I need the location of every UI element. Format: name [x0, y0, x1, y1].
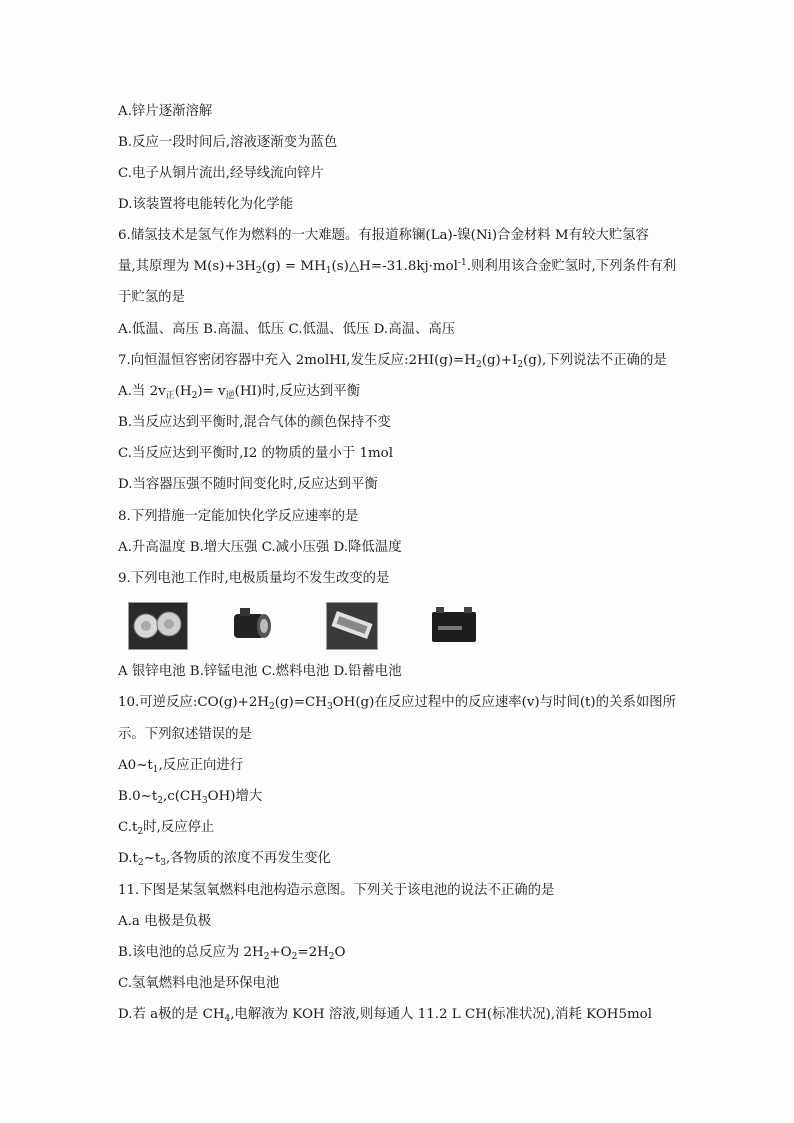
q7-text: 7.向恒温恒容密闭容器中充入 2molHI,发生反应:2HI(g)=H	[118, 353, 476, 368]
q11-option-c: C.氢氧燃料电池是环保电池	[118, 976, 280, 991]
q6-stem-line2	[118, 257, 676, 277]
fuel-cell-photo	[326, 602, 378, 650]
q8-options: A.升高温度 B.增大压强 C.减小压强 D.降低温度	[118, 540, 402, 555]
subscript: 3	[326, 702, 333, 712]
q6-text: .则利用该合金贮氢时,下列条件有利	[466, 259, 677, 274]
q10-text: OH)增大	[207, 789, 263, 804]
q10-text: D.t	[118, 851, 138, 866]
q7-option-a	[118, 382, 360, 402]
q10-text: ,各物质的浓度不再发生变化	[165, 851, 331, 866]
subscript: 2	[517, 360, 523, 370]
q7-stem	[118, 351, 667, 371]
subscript: 1	[325, 266, 332, 276]
q11-text: =2H	[297, 945, 329, 960]
q9-stem: 9.下列电池工作时,电极质量均不发生改变的是	[118, 571, 390, 586]
q10-text: B.0~t	[118, 789, 158, 804]
q7-text: (g)+I	[481, 353, 518, 368]
q10-text: 10.可逆反应:CO(g)+2H	[118, 695, 270, 710]
q10-text: A0~t	[118, 758, 153, 773]
subscript: 1	[152, 765, 159, 775]
q6-text: 量,其原理为 M(s)+3H	[118, 259, 256, 274]
silver-zinc-battery-photo	[128, 602, 188, 650]
subscript: 2	[191, 391, 198, 401]
q5-option-d: D.该装置将电能转化为化学能	[118, 197, 294, 212]
subscript: 3	[201, 796, 208, 806]
q11-text: +O	[269, 945, 292, 960]
q10-text: ,反应正向进行	[158, 758, 244, 773]
q7-text: (HI)时,反应达到平衡	[234, 384, 361, 399]
subscript: 逆	[225, 391, 235, 401]
q10-option-d	[118, 849, 331, 869]
subscript: 2	[263, 952, 270, 962]
q7-option-b: B.当反应达到平衡时,混合气体的颜色保持不变	[118, 415, 391, 430]
q10-option-c	[118, 818, 214, 838]
q9-options: A 银锌电池 B.锌锰电池 C.燃料电池 D.铅蓄电池	[118, 664, 402, 679]
subscript: 2	[475, 360, 482, 370]
q10-text: (g)=CH	[274, 695, 327, 710]
q11-stem: 11.下图是某氢氧燃料电池构造示意图。下列关于该电池的说法不正确的是	[118, 883, 555, 898]
q6-options: A.低温、高压 B.高温、低压 C.低温、低压 D.高温、高压	[118, 322, 456, 337]
q6-text: (s)△H=-31.8kj·mol	[331, 259, 458, 274]
q11-option-d	[118, 1005, 652, 1025]
q5-option-b: B.反应一段时间后,溶液逐渐变为蓝色	[118, 135, 338, 150]
q7-text: )= v	[197, 384, 226, 399]
subscript: 4	[224, 1014, 231, 1024]
q6-text: (g) = MH	[261, 259, 326, 274]
q11-text: O	[334, 945, 346, 960]
subscript: 2	[328, 952, 335, 962]
subscript: 正	[165, 391, 175, 401]
q5-option-c: C.电子从铜片流出,经导线流向锌片	[118, 166, 324, 181]
subscript: 2	[255, 266, 262, 276]
q6-stem-line1: 6.储氢技术是氢气作为燃料的一大难题。有报道称镧(La)-镍(Ni)合金材料 M有较大贮氢容	[118, 228, 649, 243]
q10-text: ,c(CH	[162, 789, 202, 804]
q11-option-b	[118, 943, 346, 963]
q10-text: ~t	[143, 851, 161, 866]
q7-text: (g),下列说法不正确的是	[522, 353, 667, 368]
q10-text: C.t	[118, 820, 138, 835]
subscript: 3	[160, 858, 166, 868]
superscript: -1	[457, 258, 467, 268]
q11-option-a: A.a 电极是负极	[118, 914, 212, 929]
battery-photos	[128, 602, 588, 650]
subscript: 2	[269, 702, 275, 712]
subscript: 2	[157, 796, 163, 806]
subscript: 2	[137, 858, 144, 868]
q10-text: OH(g)在反应过程中的反应速率(v)与时间(t)的关系如图所	[332, 695, 677, 710]
subscript: 2	[137, 827, 144, 837]
q10-stem-line2: 示。下列叙述错误的是	[118, 727, 252, 742]
q7-text: A.当 2v	[118, 384, 166, 399]
zinc-manganese-battery-photo	[228, 602, 274, 648]
q10-option-b	[118, 787, 262, 807]
lead-acid-battery-photo	[428, 602, 480, 648]
q5-option-a: A.锌片逐渐溶解	[118, 104, 213, 119]
q7-option-d: D.当容器压强不随时间变化时,反应达到平衡	[118, 477, 378, 492]
q10-option-a	[118, 756, 243, 776]
q8-stem: 8.下列措施一定能加快化学反应速率的是	[118, 509, 359, 524]
q7-option-c: C.当反应达到平衡时,I2 的物质的量小于 1mol	[118, 446, 394, 461]
q6-stem-line3: 于贮氢的是	[118, 290, 185, 305]
q11-text: D.若 a极的是 CH	[118, 1007, 225, 1022]
q7-text: (H	[174, 384, 192, 399]
q10-stem-line1	[118, 693, 676, 713]
q11-text: B.该电池的总反应为 2H	[118, 945, 264, 960]
q11-text: ,电解液为 KOH 溶液,则每通人 11.2 L CH(标准状况),消耗 KOH5mol	[230, 1007, 653, 1022]
subscript: 2	[291, 952, 298, 962]
q10-text: 时,反应停止	[143, 820, 215, 835]
